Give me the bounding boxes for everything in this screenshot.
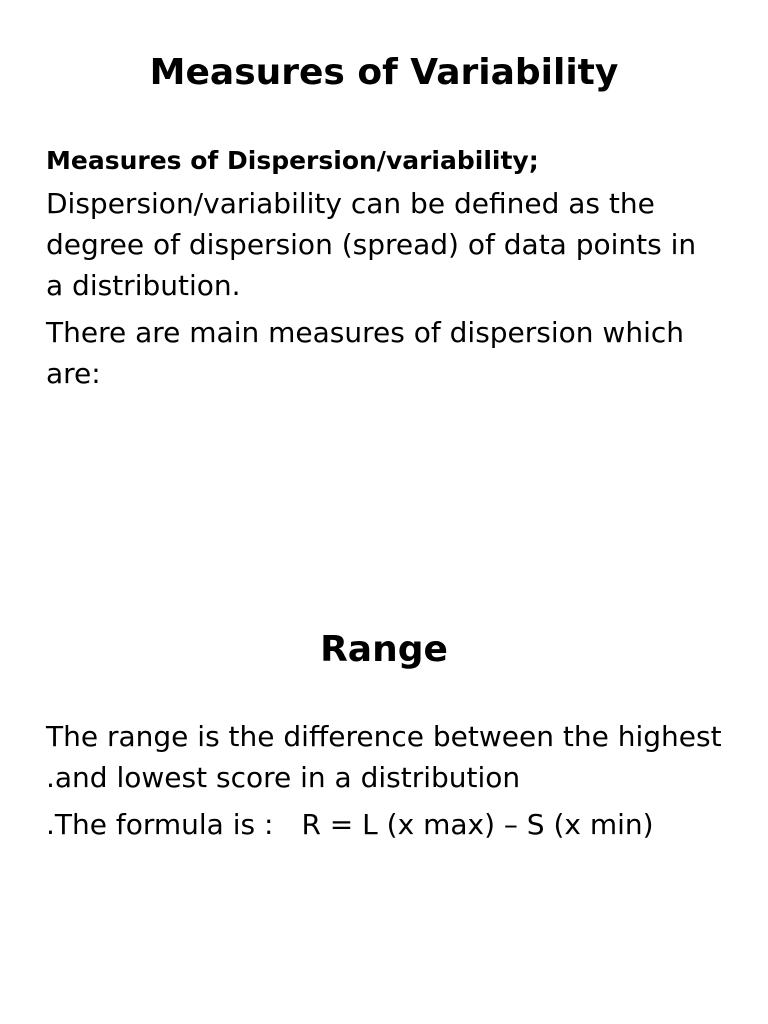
range-definition-paragraph bbox=[46, 716, 736, 798]
measures-line-2: are: bbox=[46, 357, 101, 390]
definition-line-2: degree of dispersion (spread) of data points in bbox=[46, 228, 697, 261]
definition-line-1: Dispersion/variability can be defined as the bbox=[46, 187, 655, 220]
range-line-1: The range is the difference between the highest bbox=[46, 720, 722, 753]
range-line-2: .and lowest score in a distribution bbox=[46, 761, 521, 794]
formula-label: .The formula is : bbox=[46, 808, 274, 841]
definition-paragraph bbox=[46, 183, 736, 306]
measures-paragraph bbox=[46, 312, 736, 394]
slide-title: Range bbox=[320, 629, 448, 670]
slide-body bbox=[46, 140, 736, 400]
formula: R = L (x max) – S (x min) bbox=[301, 808, 654, 841]
formula-paragraph bbox=[46, 804, 736, 845]
section-heading: Measures of Dispersion/variability; bbox=[46, 146, 539, 175]
slide-body bbox=[46, 716, 736, 851]
definition-line-3: a distribution. bbox=[46, 269, 241, 302]
slide-title: Measures of Variability bbox=[149, 52, 619, 93]
slide-range bbox=[0, 512, 768, 1024]
measures-line-1: There are main measures of dispersion which bbox=[46, 316, 684, 349]
